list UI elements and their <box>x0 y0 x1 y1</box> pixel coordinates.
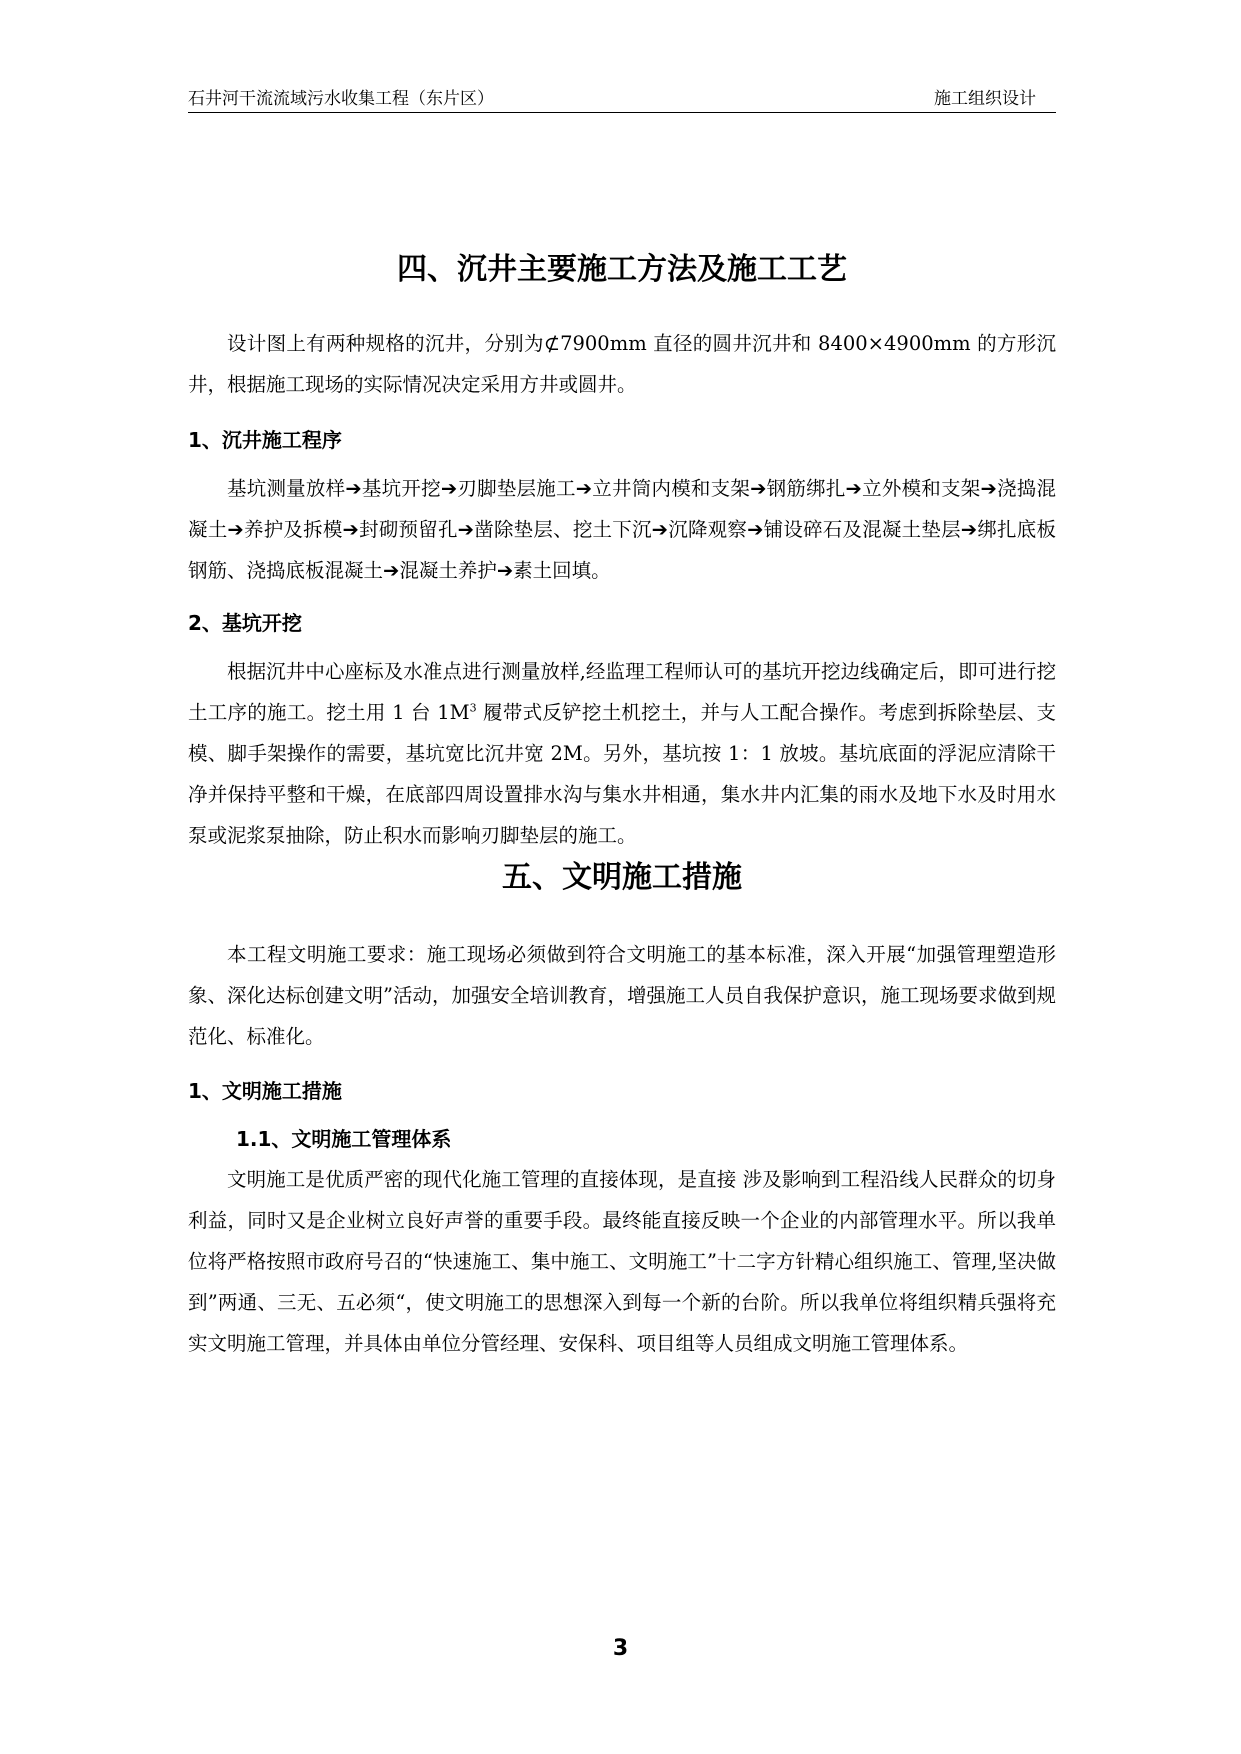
section-4-1-process-paragraph: 基坑测量放样➔基坑开挖➔刃脚垫层施工➔立井筒内模和支架➔钢筋绑扎➔立外模和支架➔浇捣混凝土➔养护及拆模➔封砌预留孔➔凿除垫层、挖土下沉➔沉降观察➔铺设碎石及混凝土垫层➔绑扎底板钢筋、浇捣底板混凝土➔混凝土养护➔素土回填。 <box>188 477 1056 582</box>
page-number: 3 <box>612 1636 629 1661</box>
header-document-type: 施工组织设计 <box>934 89 1036 109</box>
section-5-1-1-heading: 1.1、文明施工管理体系 <box>236 1127 452 1151</box>
section-5-1-heading: 1、文明施工措施 <box>188 1079 342 1103</box>
running-header <box>188 86 1056 113</box>
section-4-2-heading: 2、基坑开挖 <box>188 611 302 635</box>
chapter-5-intro-paragraph: 本工程文明施工要求：施工现场必须做到符合文明施工的基本标准，深入开展“加强管理塑造形象、深化达标创建文明”活动，加强安全培训教育，增强施工人员自我保护意识，施工现场要求做到规范化、标准化。 <box>188 943 1056 1048</box>
chapter-4-title: 四、沉井主要施工方法及施工工艺 <box>397 252 847 287</box>
section-5-1-1-paragraph: 文明施工是优质严密的现代化施工管理的直接体现，是直接 涉及影响到工程沿线人民群众的切身利益，同时又是企业树立良好声誉的重要手段。最终能直接反映一个企业的内部管理水平。所以我单位将严格按照市政府号召的“快速施工、集中施工、文明施工”十二字方针精心组织施工、管理,坚决做到”两通、三无、五必须“，使文明施工的思想深入到每一个新的台阶。所以我单位将组织精兵强将充实文明施工管理，并具体由单位分管经理、安保科、项目组等人员组成文明施工管理体系。 <box>188 1168 1056 1355</box>
header-project-title: 石井河干流流域污水收集工程（东片区） <box>188 89 494 109</box>
chapter-5-title: 五、文明施工措施 <box>502 860 742 895</box>
chapter-4-intro-paragraph: 设计图上有两种规格的沉井，分别为⊄7900mm 直径的圆井沉井和 8400×4900mm 的方形沉井，根据施工现场的实际情况决定采用方井或圆井。 <box>188 332 1056 396</box>
section-4-2-excavation-paragraph <box>188 651 1056 856</box>
cubic-superscript: 3 <box>469 701 477 715</box>
excavation-text-part2: 履带式反铲挖土机挖土，并与人工配合操作。考虑到拆除垫层、支模、脚手架操作的需要，基坑宽比沉井宽 2M。另外，基坑按 1：1 放坡。基坑底面的浮泥应清除干净并保持平整和干燥，在底部四周设置排水沟与集水井相通，集水井内汇集的雨水及地下水及时用水泵或泥浆泵抽除，防止积水而影响刃脚垫层的施工。 <box>188 701 1056 847</box>
section-4-1-heading: 1、沉井施工程序 <box>188 428 342 452</box>
excavation-text-part1: 根据沉井中心座标及水准点进行测量放样,经监理工程师认可的基坑开挖边线确定后，即可进行挖土工序的施工。挖土用 1 台 1M <box>188 660 1056 724</box>
